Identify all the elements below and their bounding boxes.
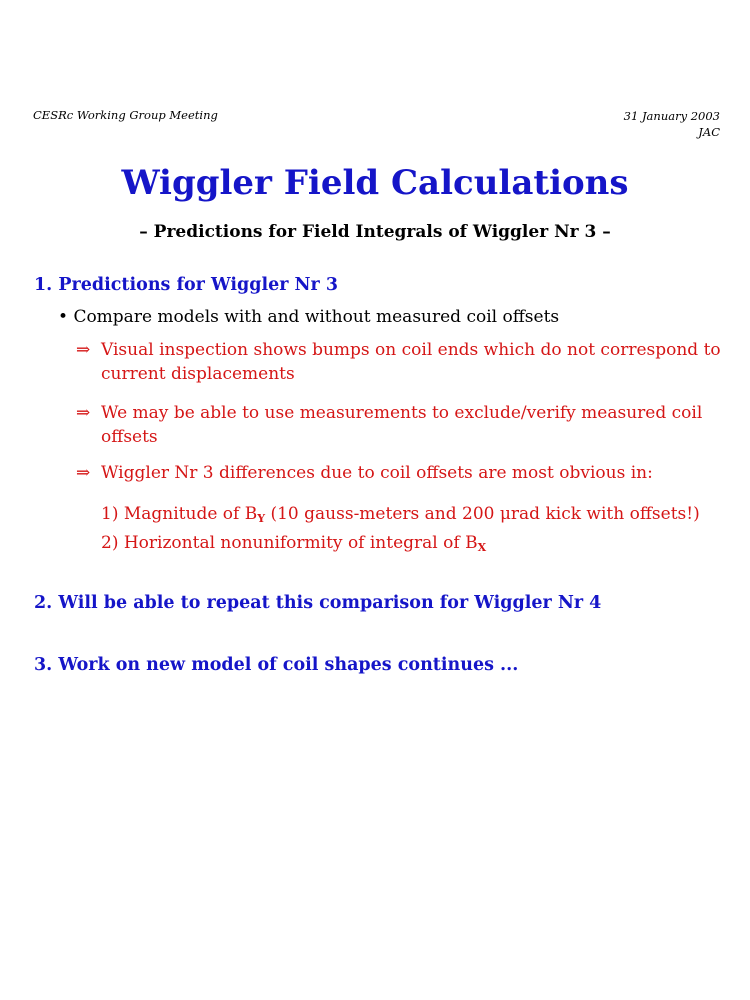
slide-subtitle: – Predictions for Field Integrals of Wiggler Nr 3 – — [139, 222, 611, 242]
arrow-item-3 — [76, 461, 726, 485]
implies-arrow-icon: ⇒ — [76, 403, 91, 423]
header-author: JAC — [698, 125, 720, 139]
slide-title: Wiggler Field Calculations — [121, 163, 629, 203]
subscript-y: Y — [257, 512, 266, 525]
list-item-1: 1. Predictions for Wiggler Nr 3 — [34, 275, 339, 295]
numbered-item-1 — [101, 502, 700, 531]
arrow-item-1 — [76, 338, 726, 386]
arrow-item-text: Visual inspection shows bumps on coil ends which do not correspond to current displacements — [101, 340, 721, 384]
bullet-icon: • — [58, 307, 69, 327]
arrow-item-2 — [76, 401, 726, 449]
numbered-item-2-text: 2) Horizontal nonuniformity of integral of B — [101, 533, 478, 553]
implies-arrow-icon: ⇒ — [76, 340, 91, 360]
numbered-item-1-rest: (10 gauss-meters and 200 μrad kick with offsets!) — [265, 504, 700, 524]
header-date: 31 January 2003 — [623, 109, 720, 123]
numbered-item-1-text: 1) Magnitude of B — [101, 504, 258, 524]
arrow-item-text: Wiggler Nr 3 differences due to coil offsets are most obvious in: — [101, 463, 653, 483]
subscript-x: X — [477, 541, 487, 554]
list-item-3: 3. Work on new model of coil shapes continues ... — [34, 655, 519, 675]
header-meeting-name: CESRc Working Group Meeting — [33, 108, 218, 122]
list-item-2: 2. Will be able to repeat this comparison for Wiggler Nr 4 — [34, 593, 602, 613]
header-date-author — [624, 108, 720, 140]
numbered-item-2 — [101, 531, 700, 560]
arrow-item-text: We may be able to use measurements to exclude/verify measured coil offsets — [101, 403, 703, 447]
bullet-compare-models — [58, 307, 559, 327]
implies-arrow-icon: ⇒ — [76, 463, 91, 483]
numbered-sublist — [101, 502, 700, 560]
bullet-text: Compare models with and without measured coil offsets — [73, 307, 560, 327]
